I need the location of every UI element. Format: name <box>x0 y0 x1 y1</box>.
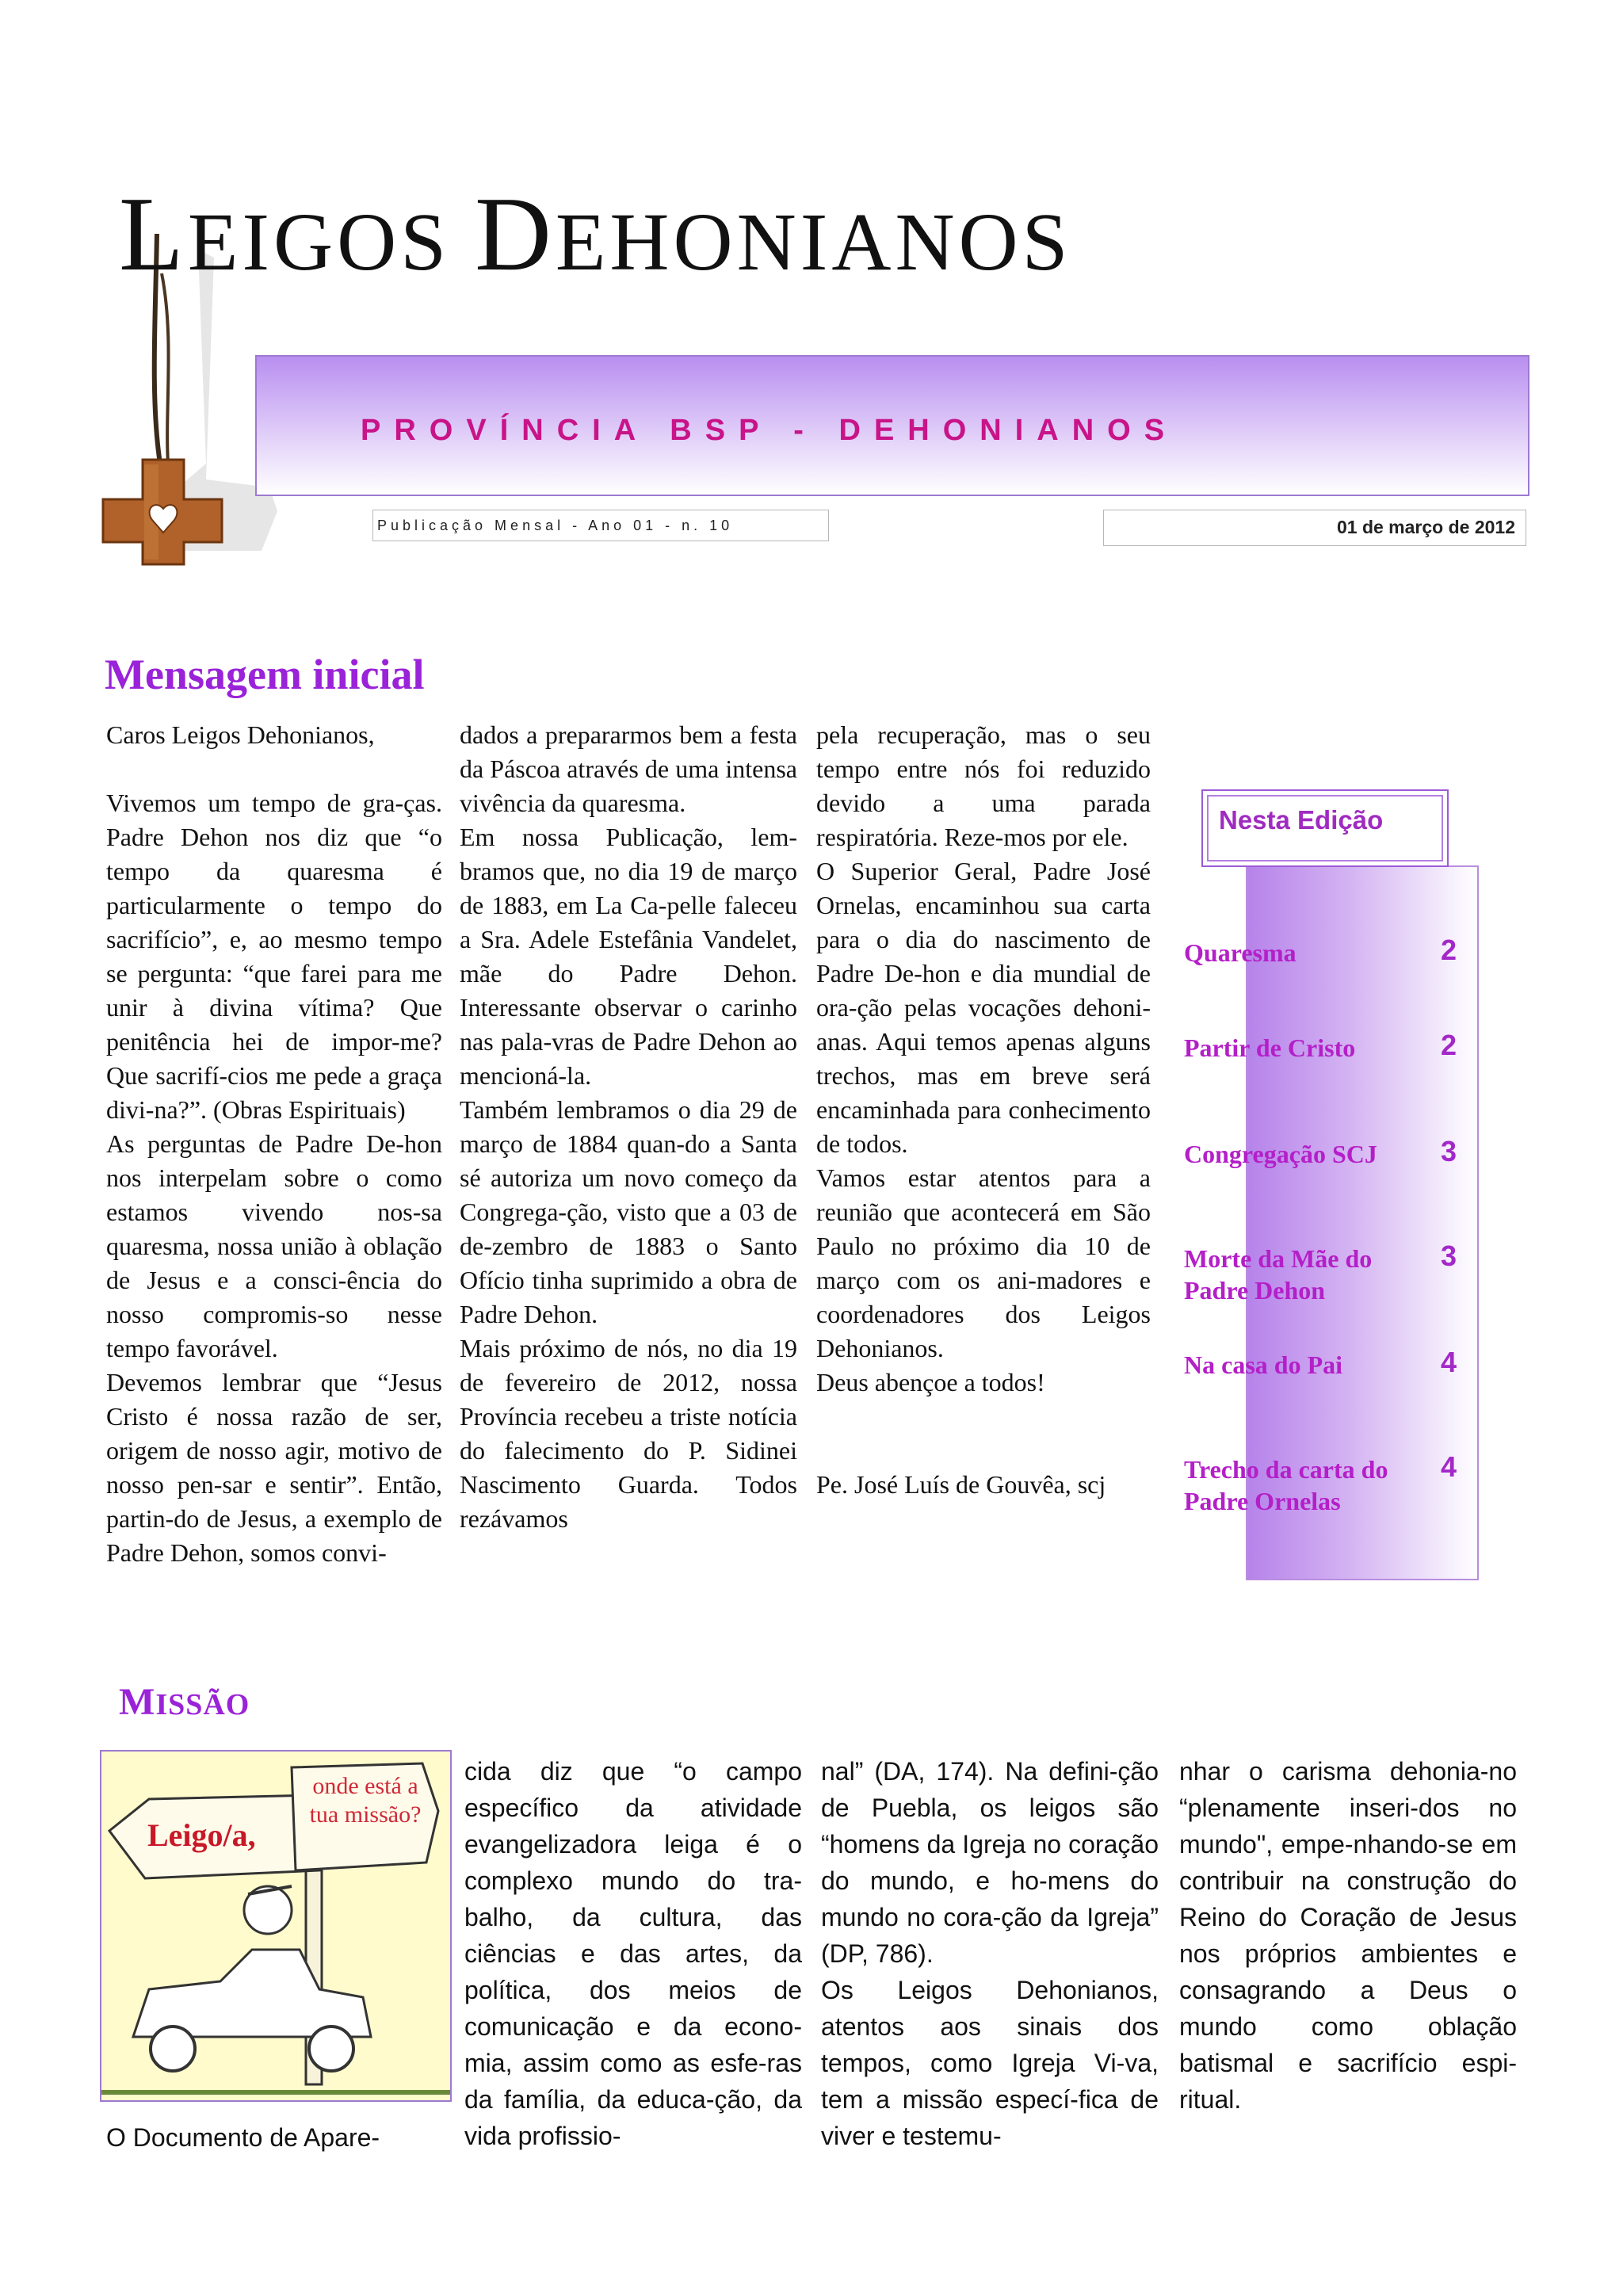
missao-column-2 <box>464 1753 802 2154</box>
missao-heading: MISSÃO <box>119 1681 250 1723</box>
toc-item-na-casa-do-pai[interactable]: Na casa do Pai <box>1184 1350 1342 1379</box>
paragraph: Vivemos um tempo de gra-ças. Padre Dehon nos diz que “o tempo da quaresma é particularmente o tempo do sacrifício”, e, ao mesmo tempo se pergunta: “que farei para me unir à divina vítima? Que penitência hei de impor-me? Que sacrifí-cios me pede a graça divi-na?”. (Obras Espirituais) <box>106 789 442 1124</box>
toc-page: 3 <box>1441 1240 1457 1272</box>
paragraph: Vamos estar atentos para a reunião que acontecerá em São Paulo no próximo dia 10 de março com os ani-madores e coordenadores dos Leigos Dehonianos. <box>816 1163 1151 1362</box>
paragraph: Em nossa Publicação, lem-bramos que, no dia 19 de março de 1883, em La Ca-pelle faleceu a Sra. Adele Estefânia Vandelet, mãe do Padre Dehon. Interessante observar o carinho nas pala-vras de Padre Dehon ao mencioná-la. <box>460 823 797 1090</box>
toc-page: 2 <box>1441 1029 1457 1061</box>
paragraph: O Superior Geral, Padre José Ornelas, encaminhou sua carta para o dia do nascimento de Padre De-hon e dia mundial de ora-ção pelas vocações dehoni-anas. Aqui temos apenas alguns trechos, mas em breve será encaminhada para conhecimento de todos. <box>816 857 1151 1158</box>
toc-item-morte-da-mae[interactable]: Morte da Mãe do Padre Dehon <box>1184 1244 1373 1305</box>
paragraph: O Documento de Apare- <box>106 2123 380 2152</box>
toc-page: 2 <box>1441 934 1457 966</box>
paragraph: Os Leigos Dehonianos, atentos aos sinais dos tempos, como Igreja Vi-va, tem a missão especí-fica de viver e testemu- <box>821 1976 1159 2150</box>
signature: Pe. José Luís de Gouvêa, scj <box>816 1470 1106 1499</box>
cartoon-sign-right-text: onde está a tua missão? <box>309 1773 422 1828</box>
cartoon-sign-left-text: Leigo/a, <box>147 1817 256 1853</box>
missao-cartoon <box>100 1750 452 2102</box>
paragraph: Mais próximo de nós, no dia 19 de fevereiro de 2012, nossa Província recebeu a triste notícia do falecimento do P. Sidinei Nascimento Guarda. Todos rezávamos <box>460 1334 797 1533</box>
nesta-edicao-title: Nesta Edição <box>1219 805 1384 835</box>
paragraph: Caros Leigos Dehonianos, <box>106 720 375 749</box>
paragraph: pela recuperação, mas o seu tempo entre nós foi reduzido devido a uma parada respiratória. Reze-mos por ele. <box>816 720 1151 851</box>
toc-item-trecho-da-carta[interactable]: Trecho da carta do Padre Ornelas <box>1184 1455 1388 1515</box>
toc-page: 3 <box>1441 1135 1457 1167</box>
paragraph: Também lembramos o dia 29 de março de 1884 quan-do a Santa sé autoriza um novo começo da Congrega-ção, visto que a 03 de de-zembro de 1883 o Santo Ofício tinha suprimido a obra de Padre Dehon. <box>460 1095 797 1328</box>
mensagem-column-2 <box>460 718 797 1536</box>
paragraph: cida diz que “o campo específico da atividade evangelizadora leiga é o complexo mundo do tra-balho, da cultura, das ciências e das artes, da política, dos meios de comunicação e da econo-mia, assim como as esfe-ras da família, da educa-ção, da vida profissio- <box>464 1757 802 2150</box>
toc-page: 4 <box>1441 1450 1457 1483</box>
toc-item-congregacao-scj[interactable]: Congregação SCJ <box>1184 1140 1377 1168</box>
mensagem-heading: Mensagem inicial <box>105 651 425 698</box>
paragraph: nal” (DA, 174). Na defini-ção de Puebla, os leigos são “homens da Igreja no coração do mundo, e ho-mens do mundo no cora-ção da Igreja” (DP, 786). <box>821 1757 1159 1968</box>
banner-text: PROVÍNCIA BSP - DEHONIANOS <box>361 414 1178 447</box>
toc-item-partir-de-cristo[interactable]: Partir de Cristo <box>1184 1033 1356 1062</box>
paragraph: Devemos lembrar que “Jesus Cristo é nossa razão de ser, origem de nosso agir, motivo de nosso pen-sar e sentir”. Então, partin-do de Jesus, a exemplo de Padre Dehon, somos convi- <box>106 1368 442 1567</box>
missao-column-1 <box>106 2119 442 2156</box>
mensagem-column-3 <box>816 718 1151 1502</box>
paragraph: dados a prepararmos bem a festa da Páscoa através de uma intensa vivência da quaresma. <box>460 720 797 817</box>
mensagem-column-1 <box>106 718 442 1570</box>
publication-info: Publicação Mensal - Ano 01 - n. 10 <box>377 518 734 533</box>
toc-page: 4 <box>1441 1346 1457 1378</box>
missao-column-3 <box>821 1753 1159 2154</box>
paragraph: nhar o carisma dehonia-no “plenamente inseri-dos no mundo", empe-nhando-se em contribuir na construção do Reino do Coração de Jesus nos próprios ambientes e consagrando a Deus o mundo como oblação batismal e sacrifício espi-ritual. <box>1179 1757 1517 2114</box>
missao-column-4 <box>1179 1753 1517 2118</box>
masthead-title: LEIGOS DEHONIANOS <box>119 175 1072 292</box>
paragraph: As perguntas de Padre De-hon nos interpelam sobre o como estamos vivendo nos-sa quaresma, nossa união à oblação de Jesus e a consci-ência do nosso compromis-so nesse tempo favorável. <box>106 1129 442 1362</box>
paragraph: Deus abençoe a todos! <box>816 1368 1045 1396</box>
toc-item-quaresma[interactable]: Quaresma <box>1184 938 1296 967</box>
issue-date: 01 de março de 2012 <box>1336 517 1515 537</box>
